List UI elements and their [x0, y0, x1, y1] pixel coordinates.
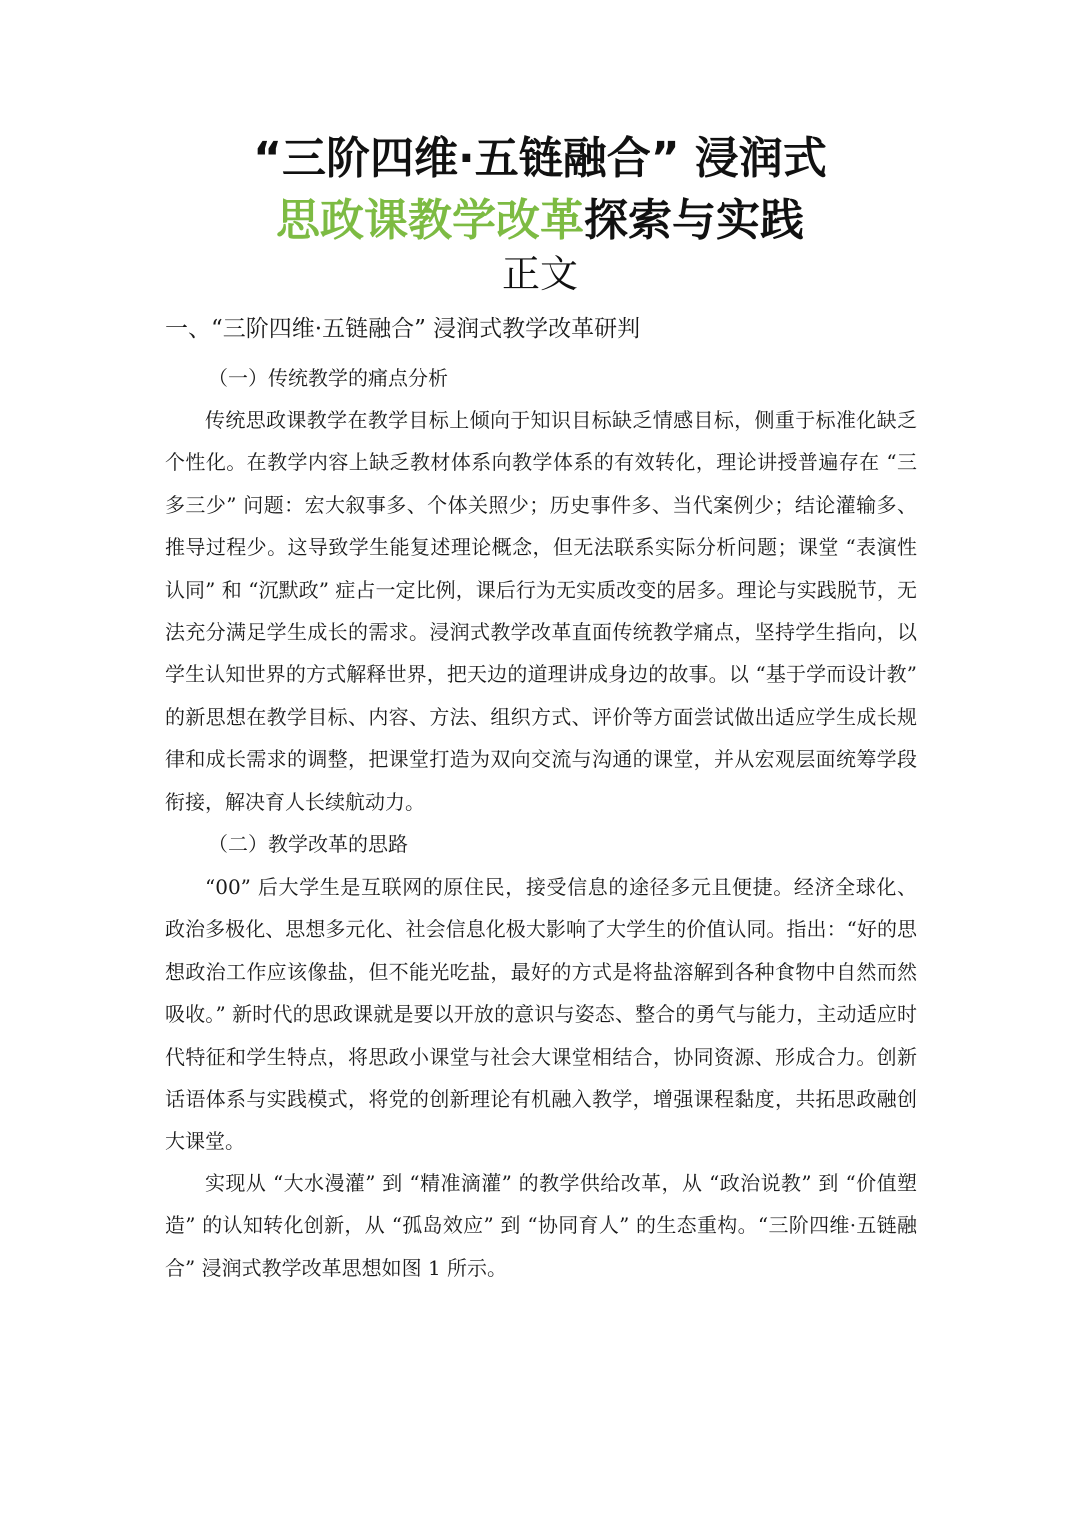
subsection-2-heading: （二）教学改革的思路 [208, 832, 408, 856]
subsection-1-heading: （一）传统教学的痛点分析 [208, 366, 448, 390]
title-subtitle: 正文 [501, 252, 578, 296]
title-line-2-rest: 探索与实践 [584, 195, 804, 246]
subsection-2-paragraph-1: “00” 后大学生是互联网的原住民，接受信息的途径多元且便捷。经济全球化、政治多极化、思想多元化、社会信息化极大影响了大学生的价值认同。指出：“好的思想政治工作应该像盐，但不能光吃盐，最好的方式是将盐溶解到各种食物中自然而然吸收。” 新时代的思政课就是要以开放的意识与姿态、整合的勇气与能力，主动适应时代特征和学生特点，将思政小课堂与社会大课堂相结合，协同资源、形成合力。创新话语体系与实践模式，将党的创新理论有机融入教学，增强课程黏度，共拓思政融创大课堂。 [165, 875, 917, 1154]
section-1-heading: 一、“三阶四维·五链融合” 浸润式教学改革研判 [165, 316, 641, 342]
title-line-2 [0, 190, 1080, 252]
subsection-2-paragraph-2: 实现从 “大水漫灌” 到 “精准滴灌” 的教学供给改革，从 “政治说教” 到 “价值塑造” 的认知转化创新，从 “孤岛效应” 到 “协同育人” 的生态重构。“三阶四维·五链融合” 浸润式教学改革思想如图 1 所示。 [165, 1171, 917, 1280]
title-line-2-highlight: 思政课教学改革 [276, 195, 584, 246]
subsection-1-paragraph: 传统思政课教学在教学目标上倾向于知识目标缺乏情感目标，侧重于标准化缺乏个性化。在教学内容上缺乏教材体系向教学体系的有效转化，理论讲授普遍存在 “三多三少” 问题：宏大叙事多、个体关照少；历史事件多、当代案例少；结论灌输多、推导过程少。这导致学生能复述理论概念，但无法联系实际分析问题；课堂 “表演性认同” 和 “沉默政” 症占一定比例，课后行为无实质改变的居多。理论与实践脱节，无法充分满足学生成长的需求。浸润式教学改革直面传统教学痛点，坚持学生指向，以学生认知世界的方式解释世界，把天边的道理讲成身边的故事。以 “基于学而设计教” 的新思想在教学目标、内容、方法、组织方式、评价等方面尝试做出适应学生成长规律和成长需求的调整，把课堂打造为双向交流与沟通的课堂，并从宏观层面统筹学段衔接，解决育人长续航动力。 [165, 408, 917, 814]
title-line-1: “三阶四维·五链融合” 浸润式 [253, 133, 827, 184]
